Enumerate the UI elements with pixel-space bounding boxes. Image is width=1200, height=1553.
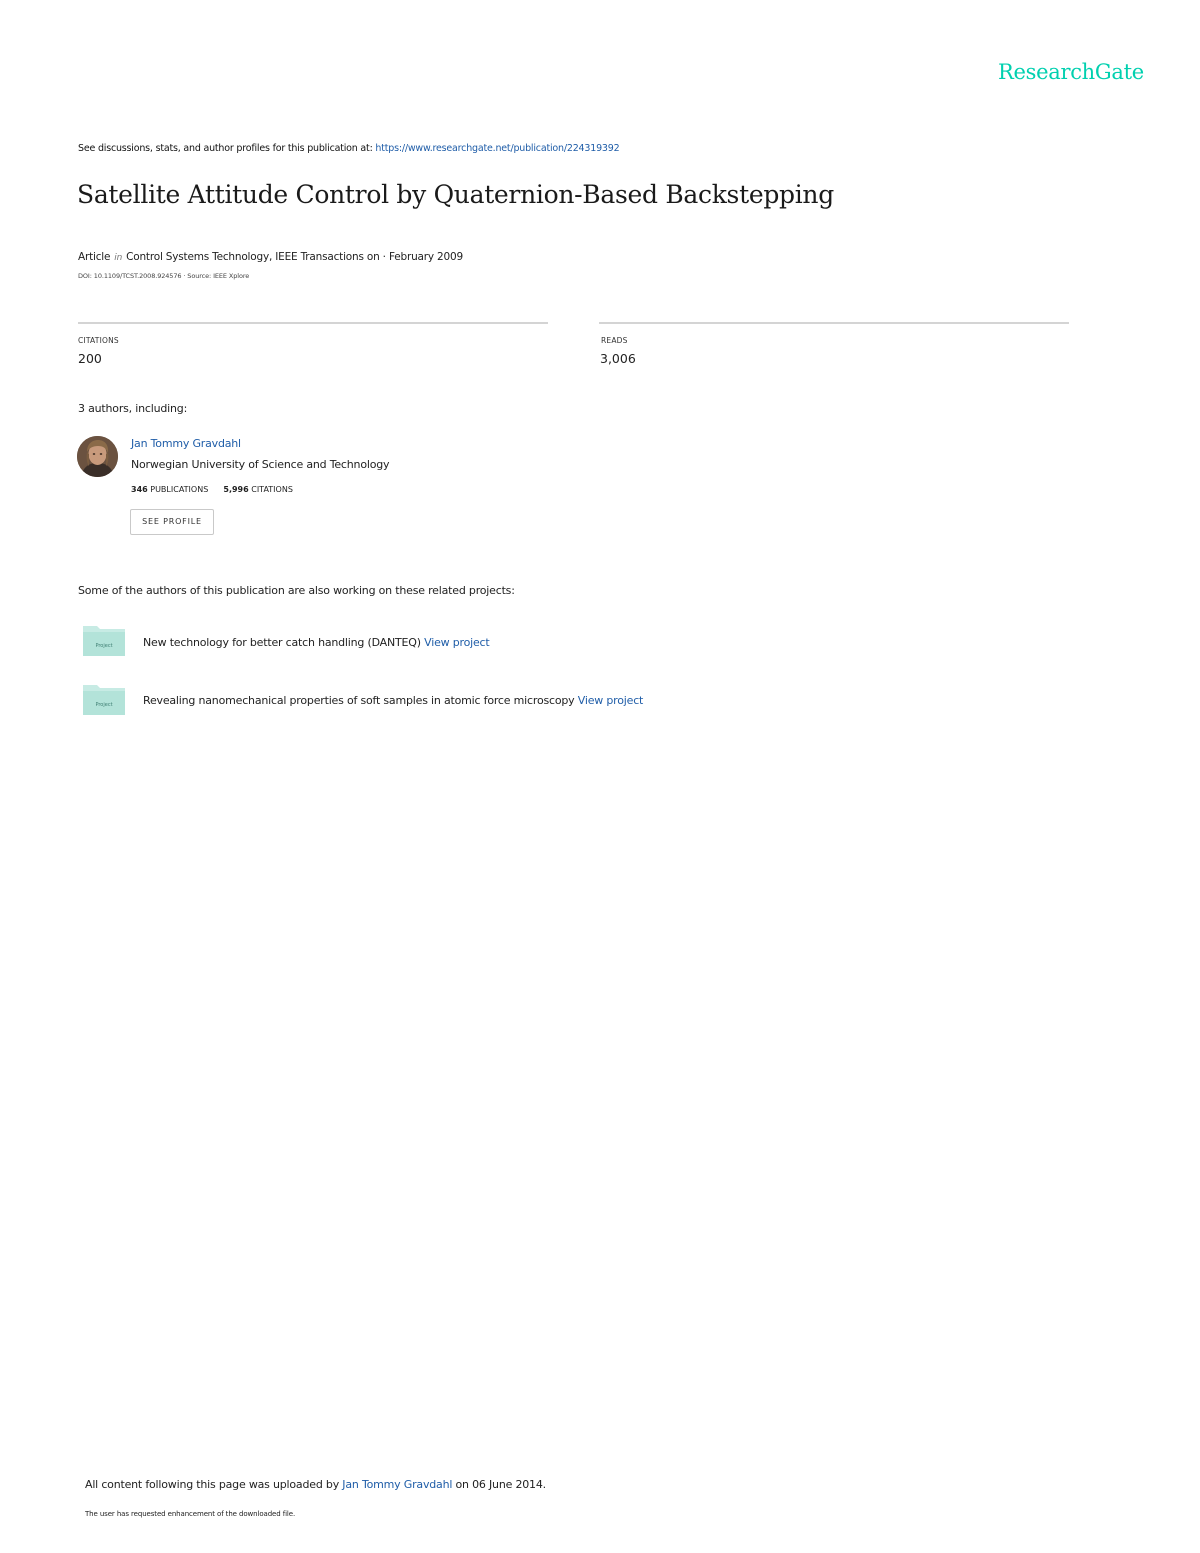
uploaded-suffix: on 06 June 2014. <box>455 1478 546 1491</box>
view-project-link[interactable]: View project <box>424 636 490 649</box>
author-institution: Norwegian University of Science and Technology <box>131 458 390 471</box>
project-folder-icon <box>82 682 126 716</box>
author-avatar[interactable] <box>77 436 118 477</box>
project-folder-icon <box>82 623 126 657</box>
author-citations-label: CITATIONS <box>251 485 293 494</box>
uploaded-notice <box>85 1478 546 1491</box>
project-title: Revealing nanomechanical properties of soft samples in atomic force microscopy <box>143 694 575 707</box>
researchgate-logo[interactable]: ResearchGate <box>998 60 1144 84</box>
project-title: New technology for better catch handling (DANTEQ) <box>143 636 421 649</box>
project-icon-label: Project <box>95 702 113 708</box>
view-project-link[interactable]: View project <box>577 694 644 707</box>
citations-divider <box>78 322 548 324</box>
reads-label: READS <box>601 336 628 345</box>
related-project-item <box>143 636 490 649</box>
see-profile-button[interactable]: SEE PROFILE <box>130 509 214 535</box>
publication-url-link[interactable]: https://www.researchgate.net/publication/224319392 <box>375 143 620 154</box>
author-publications-count: 346 <box>131 485 148 494</box>
author-publications-label: PUBLICATIONS <box>150 485 209 494</box>
author-stats <box>131 485 293 494</box>
citations-label: CITATIONS <box>78 336 119 345</box>
uploader-link[interactable]: Jan Tommy Gravdahl <box>342 1478 453 1491</box>
publication-title: Satellite Attitude Control by Quaternion-Based Backstepping <box>77 180 834 209</box>
author-name-link[interactable]: Jan Tommy Gravdahl <box>131 437 241 450</box>
publication-meta <box>78 251 463 263</box>
doi-source: DOI: 10.1109/TCST.2008.924576 · Source: IEEE Xplore <box>78 272 250 280</box>
in-label: in <box>114 253 123 263</box>
uploaded-prefix: All content following this page was uploaded by <box>85 1478 339 1491</box>
reads-divider <box>599 322 1069 324</box>
enhancement-request-note: The user has requested enhancement of the downloaded file. <box>85 1510 296 1518</box>
avatar-photo-icon <box>77 436 118 477</box>
reads-value: 3,006 <box>600 351 636 366</box>
related-projects-heading: Some of the authors of this publication are also working on these related projects: <box>78 584 515 597</box>
see-discussions-text: See discussions, stats, and author profiles for this publication at: <box>78 143 373 154</box>
author-citations-count: 5,996 <box>223 485 249 494</box>
venue-date: Control Systems Technology, IEEE Transactions on · February 2009 <box>126 251 463 263</box>
see-discussions-line <box>78 143 619 154</box>
citations-value: 200 <box>78 351 102 366</box>
authors-heading: 3 authors, including: <box>78 402 188 415</box>
project-icon-label: Project <box>95 643 113 649</box>
article-type: Article <box>78 251 111 263</box>
related-project-item <box>143 694 643 707</box>
